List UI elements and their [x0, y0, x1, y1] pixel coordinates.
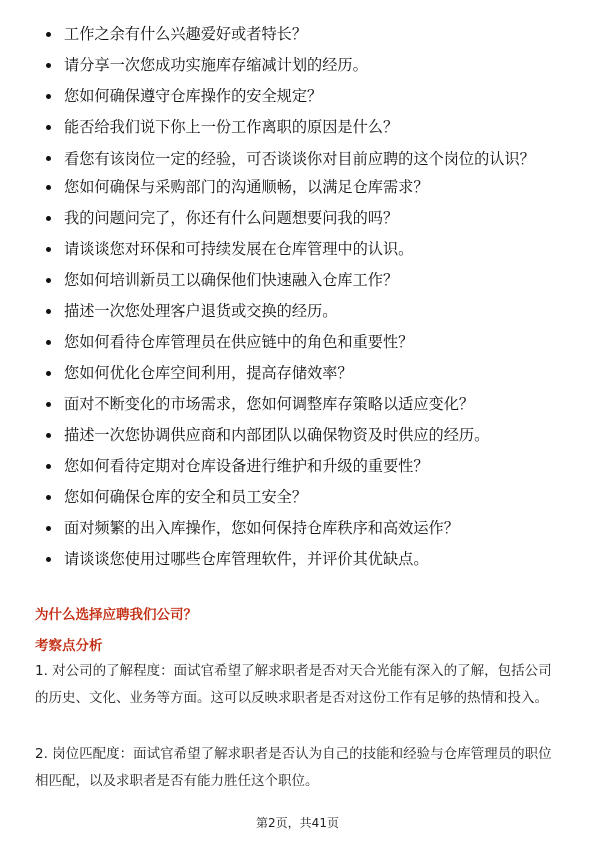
list-item	[46, 86, 566, 106]
list-item	[46, 518, 566, 538]
list-item	[46, 239, 566, 259]
question-text: 描述一次您协调供应商和内部团队以确保物资及时供应的经历。	[64, 426, 490, 444]
question-list	[46, 24, 566, 580]
list-item	[46, 55, 566, 75]
list-item	[46, 270, 566, 290]
list-item	[46, 148, 566, 170]
question-text: 请分享一次您成功实施库存缩减计划的经历。	[64, 56, 368, 74]
question-text: 您如何确保遵守仓库操作的安全规定？	[64, 87, 323, 105]
bullet-icon	[46, 340, 51, 345]
page-number: 第2页，共41页	[256, 816, 339, 830]
list-item	[46, 332, 566, 352]
question-text: 您如何看待定期对仓库设备进行维护和升级的重要性？	[64, 457, 429, 475]
list-item	[46, 24, 566, 44]
bullet-icon	[46, 185, 51, 190]
bullet-icon	[46, 371, 51, 376]
question-text: 面对频繁的出入库操作，您如何保持仓库秩序和高效运作？	[64, 519, 459, 537]
bullet-icon	[46, 495, 51, 500]
question-text: 您如何培训新员工以确保他们快速融入仓库工作？	[64, 271, 399, 289]
question-text: 请谈谈您使用过哪些仓库管理软件，并评价其优缺点。	[64, 550, 429, 568]
question-text: 您如何确保与采购部门的沟通顺畅，以满足仓库需求？	[64, 178, 429, 196]
question-text: 面对不断变化的市场需求，您如何调整库存策略以适应变化？	[64, 395, 475, 413]
bullet-icon	[46, 526, 51, 531]
list-item	[46, 394, 566, 414]
list-item	[46, 208, 566, 228]
question-text: 看您有该岗位一定的经验，可否谈谈你对目前应聘的这个岗位的认识？	[64, 150, 535, 168]
list-item	[46, 549, 566, 569]
bullet-icon	[46, 557, 51, 562]
bullet-icon	[46, 32, 51, 37]
bullet-icon	[46, 247, 51, 252]
question-text: 请谈谈您对环保和可持续发展在仓库管理中的认识。	[64, 240, 414, 258]
question-text: 您如何优化仓库空间利用，提高存储效率？	[64, 364, 353, 382]
question-text: 工作之余有什么兴趣爱好或者特长？	[64, 25, 307, 43]
bullet-icon	[46, 309, 51, 314]
question-text: 描述一次您处理客户退货或交换的经历。	[64, 302, 338, 320]
bullet-icon	[46, 63, 51, 68]
bullet-icon	[46, 125, 51, 130]
bullet-icon	[46, 216, 51, 221]
list-item	[46, 487, 566, 507]
list-item	[46, 301, 566, 321]
list-item	[46, 456, 566, 476]
question-text: 您如何确保仓库的安全和员工安全？	[64, 488, 307, 506]
list-item	[46, 363, 566, 383]
list-item	[46, 117, 566, 137]
section-heading: 为什么选择应聘我们公司？	[35, 607, 197, 623]
analysis-paragraph-2: 2. 岗位匹配度：面试官希望了解求职者是否认为自己的技能和经验与仓库管理员的职位相匹配，以及求职者是否有能力胜任这个职位。	[35, 746, 552, 789]
bullet-icon	[46, 278, 51, 283]
section-subheading: 考察点分析	[35, 638, 103, 654]
bullet-icon	[46, 156, 51, 161]
question-text: 您如何看待仓库管理员在供应链中的角色和重要性？	[64, 333, 414, 351]
question-text: 我的问题问完了，你还有什么问题想要问我的吗？	[64, 209, 399, 227]
analysis-paragraph-1: 1. 对公司的了解程度：面试官希望了解求职者是否对天合光能有深入的了解，包括公司的历史、文化、业务等方面。这可以反映求职者是否对这份工作有足够的热情和投入。	[35, 663, 552, 706]
bullet-icon	[46, 94, 51, 99]
bullet-icon	[46, 402, 51, 407]
question-text: 能否给我们说下你上一份工作离职的原因是什么？	[64, 118, 399, 136]
bullet-icon	[46, 433, 51, 438]
list-item	[46, 425, 566, 445]
list-item	[46, 177, 566, 197]
bullet-icon	[46, 464, 51, 469]
